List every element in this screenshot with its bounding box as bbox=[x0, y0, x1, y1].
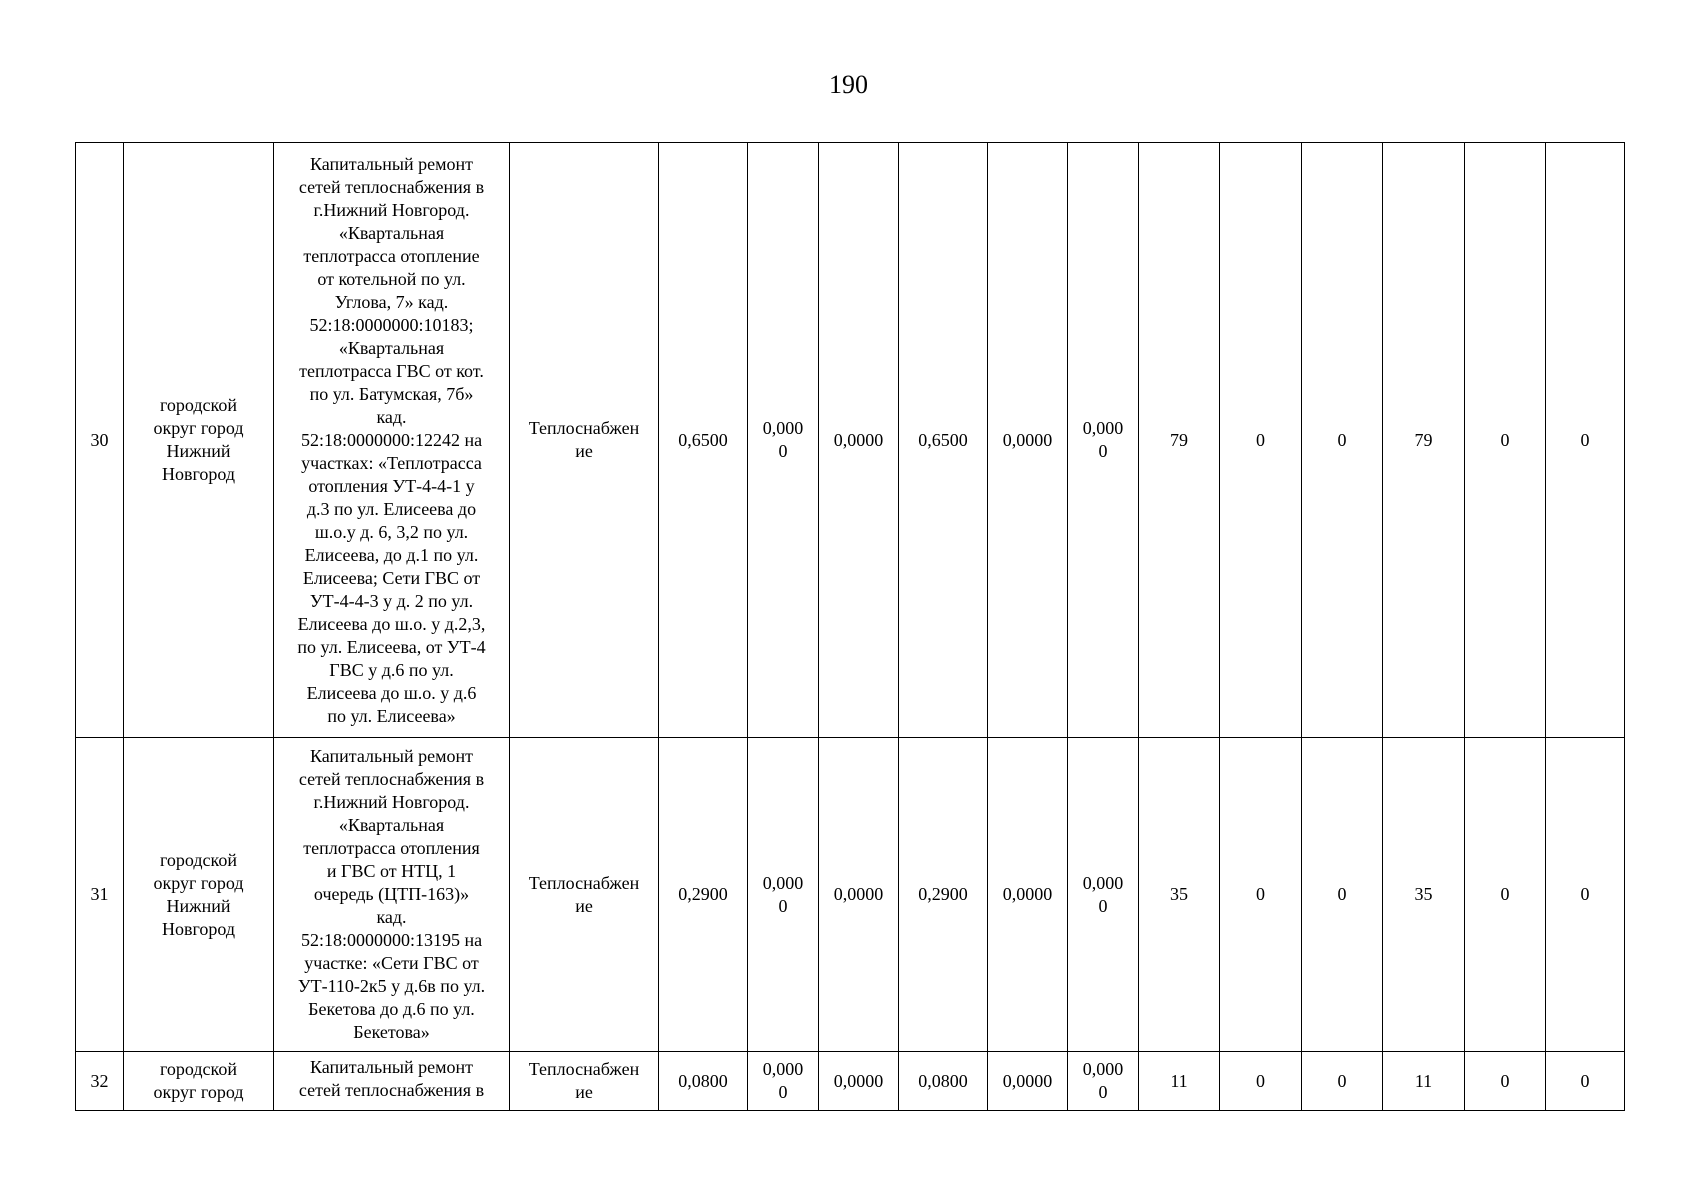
description-cell: Капитальный ремонт сетей теплоснабжения в г.Нижний Новгород. «Квартальная теплотрасса отопления и ГВС от НТЦ, 1 очередь (ЦТП-163)» кад. 52:18:0000000:13195 на участке: «Сети ГВС от УТ-110-2к5 у д.6в по ул. Бекетова до д.6 по ул. Бекетова» bbox=[274, 738, 510, 1052]
count-cell: 79 bbox=[1139, 143, 1220, 738]
count-cell: 0 bbox=[1546, 143, 1625, 738]
count-cell: 0 bbox=[1465, 1052, 1546, 1111]
count-cell: 35 bbox=[1139, 738, 1220, 1052]
row-number: 30 bbox=[76, 143, 124, 738]
value-cell: 0,0000 bbox=[988, 738, 1068, 1052]
count-cell: 0 bbox=[1465, 738, 1546, 1052]
description-cell: Капитальный ремонт сетей теплоснабжения в г.Нижний Новгород. «Квартальная теплотрасса отопление от котельной по ул. Углова, 7» кад. 52:18:0000000:10183; «Квартальная теплотрасса ГВС от кот. по ул. Батумская, 7б» кад. 52:18:0000000:12242 на участках: «Теплотрасса отопления УТ-4-4-1 у д.3 по ул. Елисеева до ш.о.у д. 6, 3,2 по ул. Елисеева, до д.1 по ул. Елисеева; Сети ГВС от УТ-4-4-3 у д. 2 по ул. Елисеева до ш.о. у д.2,3, по ул. Елисеева, от УТ-4 ГВС у д.6 по ул. Елисеева до ш.о. у д.6 по ул. Елисеева» bbox=[274, 143, 510, 738]
count-cell: 0 bbox=[1465, 143, 1546, 738]
value-cell: 0,6500 bbox=[899, 143, 988, 738]
value-cell: 0,000 0 bbox=[1068, 738, 1139, 1052]
table-row bbox=[76, 143, 1625, 738]
page-number: 190 bbox=[829, 70, 868, 99]
value-cell: 0,000 0 bbox=[1068, 143, 1139, 738]
count-cell: 35 bbox=[1383, 738, 1465, 1052]
count-cell: 79 bbox=[1383, 143, 1465, 738]
table-row bbox=[76, 1052, 1625, 1111]
value-cell: 0,2900 bbox=[899, 738, 988, 1052]
value-cell: 0,000 0 bbox=[748, 143, 819, 738]
count-cell: 11 bbox=[1139, 1052, 1220, 1111]
row-number: 31 bbox=[76, 738, 124, 1052]
municipality-cell: городской округ город bbox=[124, 1052, 274, 1111]
value-cell: 0,0000 bbox=[819, 738, 899, 1052]
value-cell: 0,000 0 bbox=[1068, 1052, 1139, 1111]
value-cell: 0,0000 bbox=[988, 1052, 1068, 1111]
value-cell: 0,0800 bbox=[659, 1052, 748, 1111]
supply-type-cell: Теплоснабжен ие bbox=[510, 738, 659, 1052]
value-cell: 0,0000 bbox=[819, 143, 899, 738]
value-cell: 0,0000 bbox=[988, 143, 1068, 738]
value-cell: 0,0800 bbox=[899, 1052, 988, 1111]
row-number: 32 bbox=[76, 1052, 124, 1111]
supply-type-cell: Теплоснабжен ие bbox=[510, 143, 659, 738]
count-cell: 0 bbox=[1546, 738, 1625, 1052]
value-cell: 0,2900 bbox=[659, 738, 748, 1052]
count-cell: 0 bbox=[1220, 738, 1302, 1052]
count-cell: 0 bbox=[1220, 1052, 1302, 1111]
supply-type-cell: Теплоснабжен ие bbox=[510, 1052, 659, 1111]
value-cell: 0,6500 bbox=[659, 143, 748, 738]
count-cell: 0 bbox=[1302, 738, 1383, 1052]
value-cell: 0,0000 bbox=[819, 1052, 899, 1111]
municipality-cell: городской округ город Нижний Новгород bbox=[124, 143, 274, 738]
value-cell: 0,000 0 bbox=[748, 738, 819, 1052]
table-row bbox=[76, 738, 1625, 1052]
count-cell: 0 bbox=[1302, 143, 1383, 738]
count-cell: 0 bbox=[1302, 1052, 1383, 1111]
municipality-cell: городской округ город Нижний Новгород bbox=[124, 738, 274, 1052]
count-cell: 0 bbox=[1220, 143, 1302, 738]
description-text: Капитальный ремонт сетей теплоснабжения в bbox=[298, 1056, 485, 1100]
count-cell: 0 bbox=[1546, 1052, 1625, 1111]
description-cell bbox=[274, 1052, 510, 1111]
count-cell: 11 bbox=[1383, 1052, 1465, 1111]
data-table bbox=[75, 142, 1625, 1111]
value-cell: 0,000 0 bbox=[748, 1052, 819, 1111]
